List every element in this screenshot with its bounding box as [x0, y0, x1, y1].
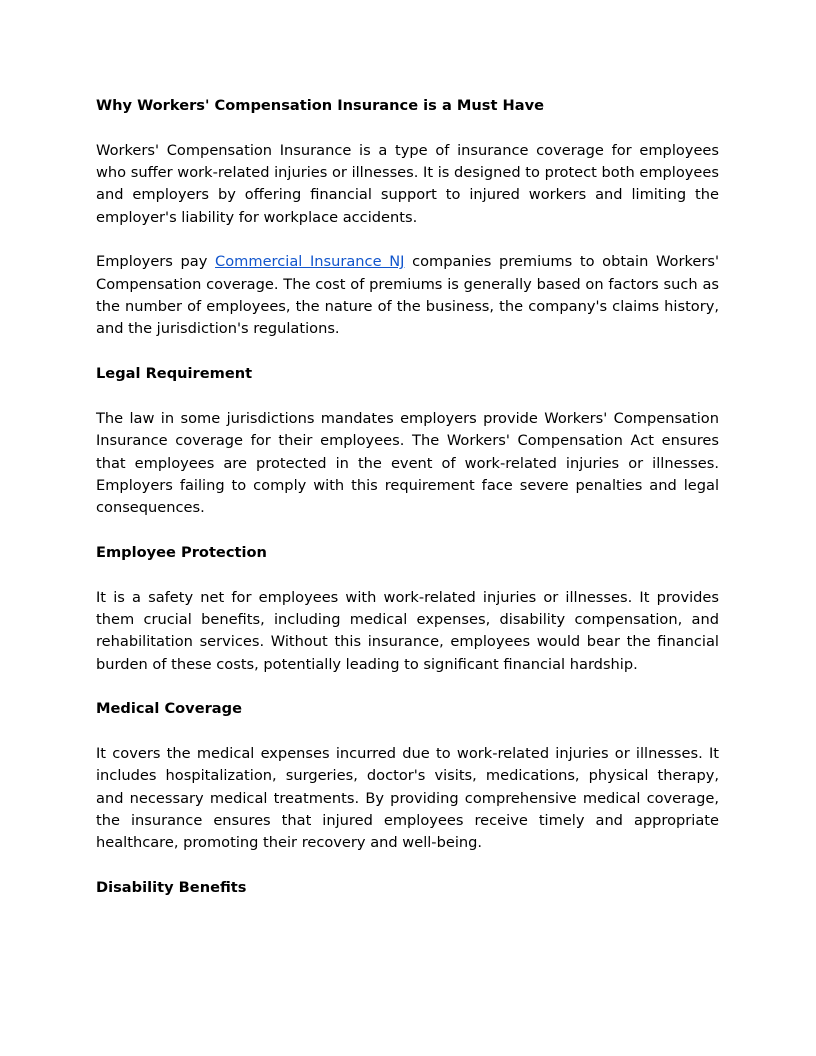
premiums-paragraph [96, 251, 719, 340]
premiums-text-after: companies premiums to obtain Workers' Compensation coverage. The cost of premiums is generally based on factors such as the number of employees, the nature of the business, the company's claims history, and the jurisdiction's regulations. [96, 253, 719, 338]
premiums-text-before: Employers pay [96, 253, 216, 271]
section-body-employee-protection: It is a safety net for employees with work-related injuries or illnesses. It provides them crucial benefits, including medical expenses, disability compensation, and rehabilitation services. Without this insurance, employees would bear the financial burden of these costs, potentially leading to significant financial hardship. [96, 588, 719, 673]
section-heading-medical-coverage: Medical Coverage [96, 700, 242, 718]
document-page [96, 95, 719, 922]
commercial-insurance-nj-link[interactable]: Commercial Insurance NJ [215, 253, 405, 271]
section-body-medical-coverage: It covers the medical expenses incurred due to work-related injuries or illnesses. It includes hospitalization, surgeries, doctor's visits, medications, physical therapy, and necessary medical treatments. By providing comprehensive medical coverage, the insurance ensures that injured employees receive timely and appropriate healthcare, promoting their recovery and well-being. [96, 744, 719, 852]
section-heading-employee-protection: Employee Protection [96, 543, 267, 561]
intro-paragraph: Workers' Compensation Insurance is a type of insurance coverage for employees who suffer work-related injuries or illnesses. It is designed to protect both employees and employers by offering financial support to injured workers and limiting the employer's liability for workplace accidents. [96, 141, 719, 226]
section-body-legal-requirement: The law in some jurisdictions mandates employers provide Workers' Compensation Insurance coverage for their employees. The Workers' Compensation Act ensures that employees are protected in the event of work-related injuries or illnesses. Employers failing to comply with this requirement face severe penalties and legal consequences. [96, 409, 719, 517]
section-heading-legal-requirement: Legal Requirement [96, 365, 253, 383]
section-heading-disability-benefits: Disability Benefits [96, 879, 247, 897]
document-title: Why Workers' Compensation Insurance is a Must Have [96, 97, 544, 114]
